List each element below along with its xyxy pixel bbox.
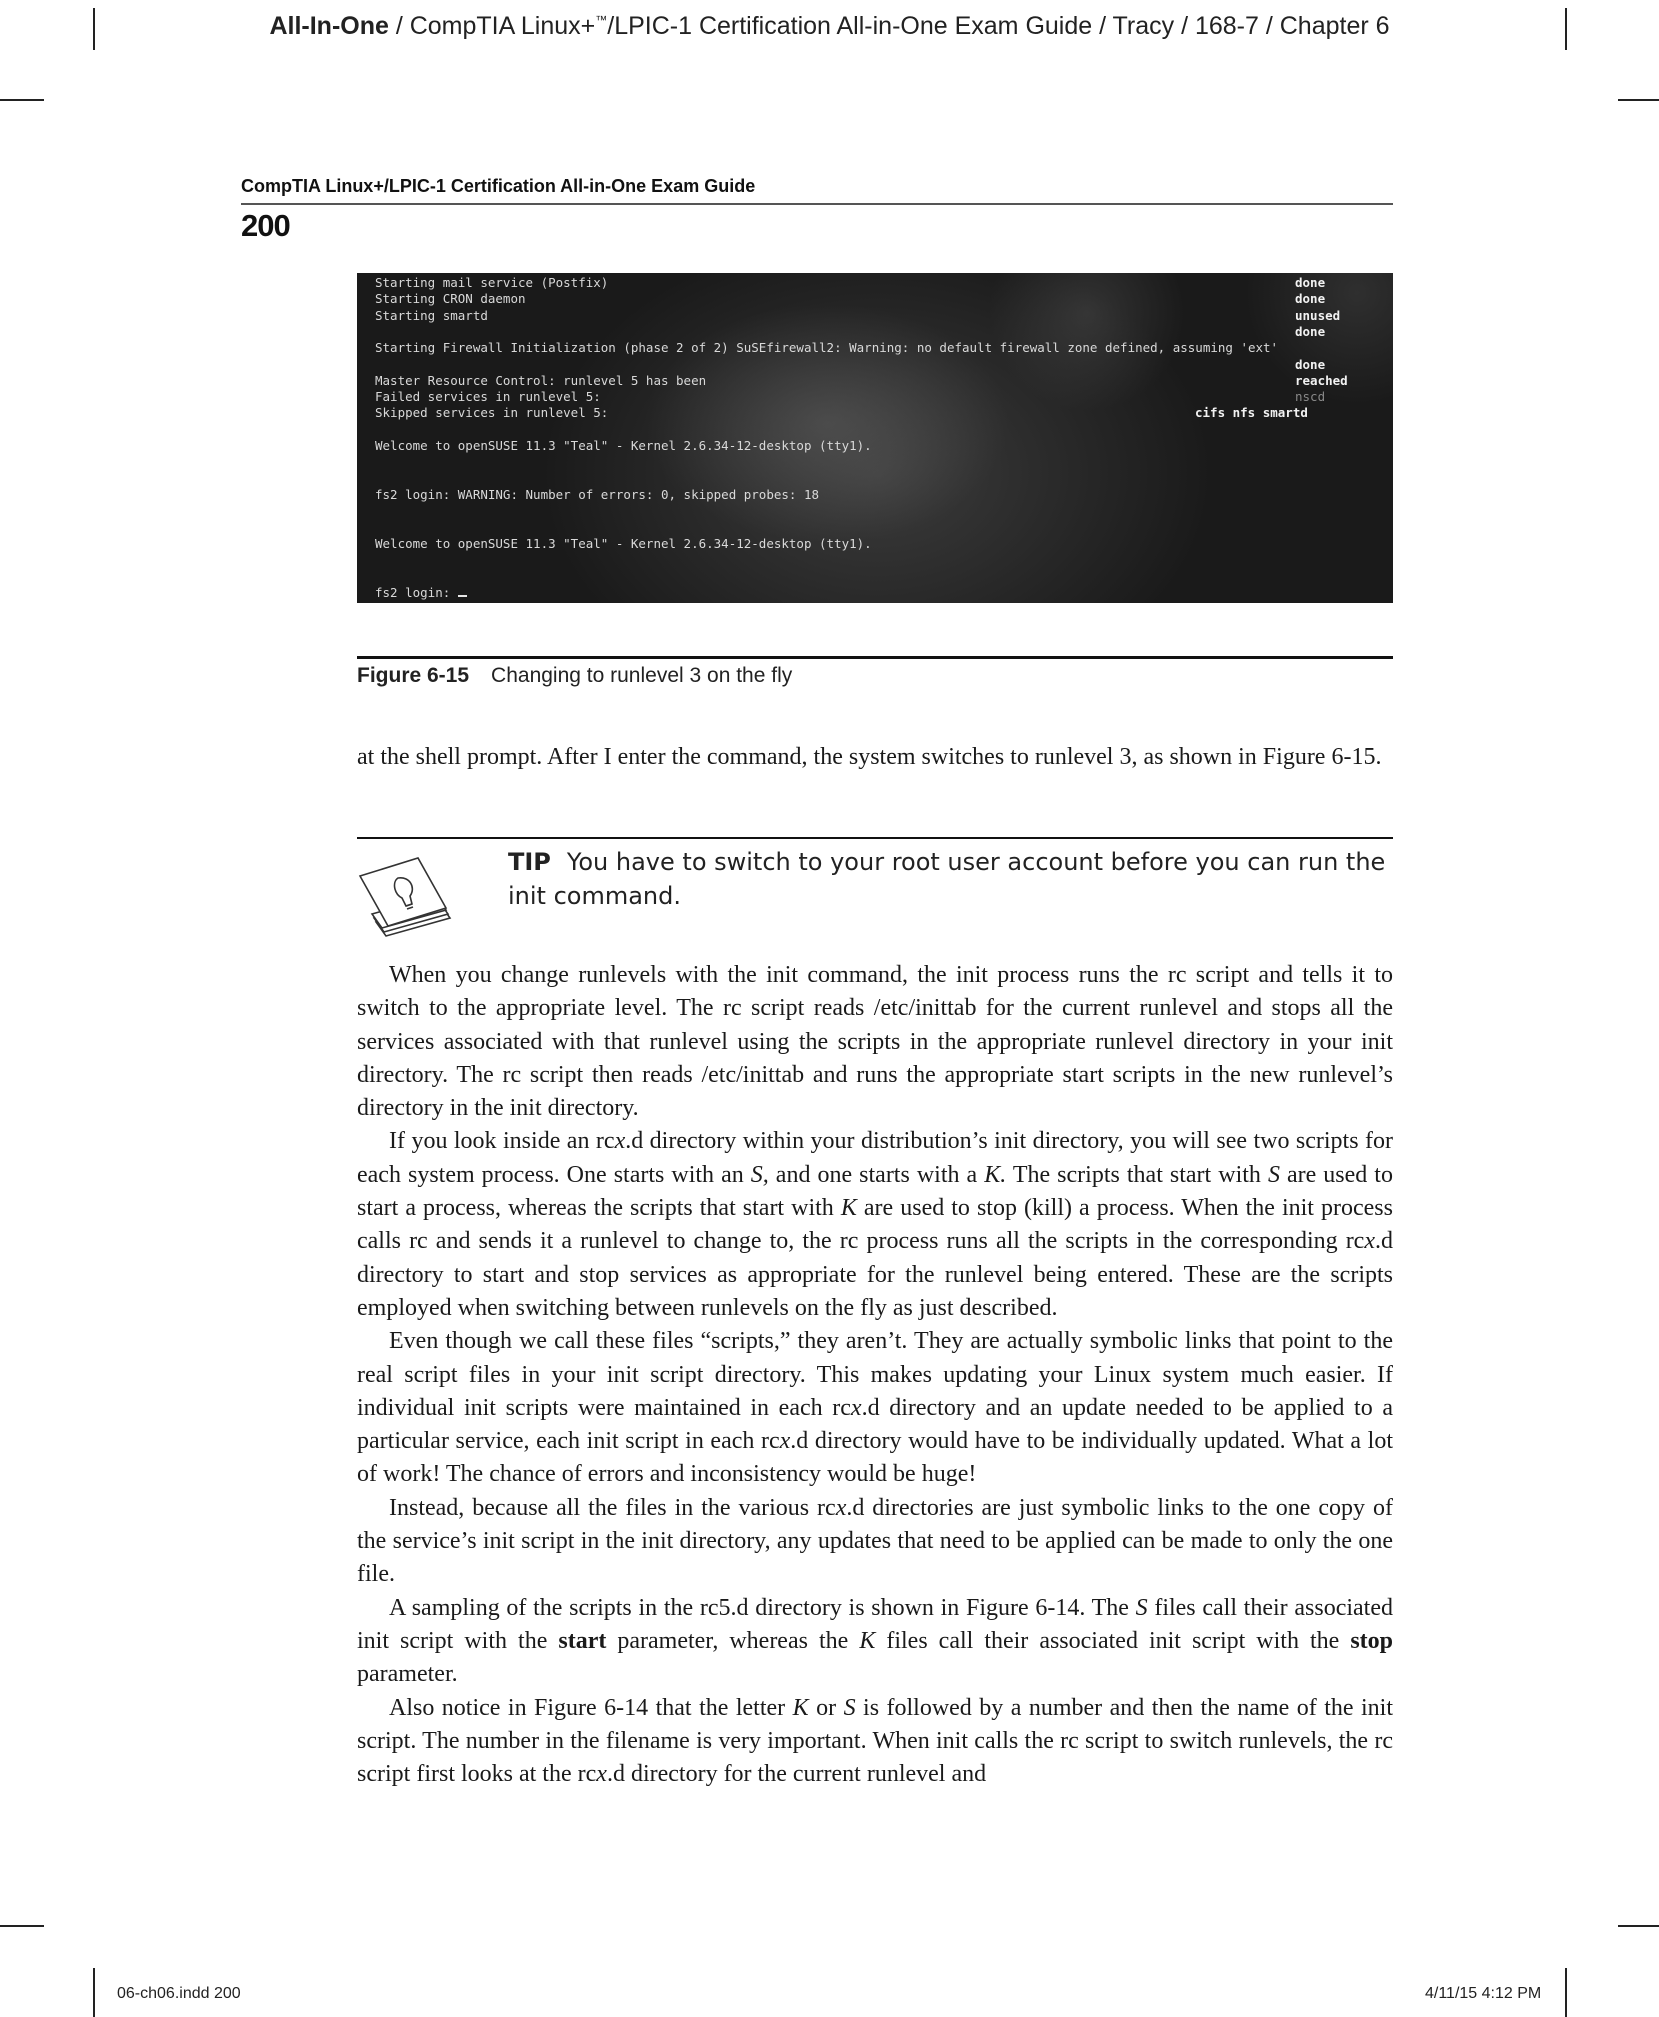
- trademark: ™: [595, 13, 608, 27]
- header-rule: [241, 203, 1393, 205]
- tip-label: TIP: [508, 848, 551, 876]
- terminal-line: Starting smartd: [375, 307, 488, 323]
- figure-caption: [357, 664, 792, 688]
- paragraph-2: If you look inside an rcx.d directory within your distribution’s init directory, you will see two scripts for each system process. One starts with an S, and one starts with a K. The scripts that start with S are used to start a process, whereas the scripts that start with K are used to stop (kill) a process. When the init process calls rc and sends it a runlevel to change to, the rc process runs all the scripts in the corresponding rcx.d directory to start and stop services as appropriate for the runlevel being entered. These are the scripts employed when switching between runlevels on the fly as just described.: [357, 1128, 1394, 1321]
- terminal-screenshot: [357, 273, 1393, 603]
- terminal-status: cifs nfs smartd: [1195, 405, 1308, 421]
- figure-rule: [357, 656, 1393, 659]
- terminal-line: Starting Firewall Initialization (phase 2 of 2) SuSEfirewall2: Warning: no default firewall zone defined, assuming 'ext': [375, 340, 1279, 356]
- body-paragraphs: [357, 959, 1393, 1791]
- paragraph-3: Even though we call these files “scripts,” they aren’t. They are actually symbolic links that point to the real script files in your init script directory. This makes updating your Linux system much easier. If individual init scripts were maintained in each rcx.d directory and an update needed to be applied to a particular service, each init script in each rcx.d directory would have to be individually updated. What a lot of work! The chance of errors and inconsistency would be huge!: [357, 1328, 1394, 1488]
- intro-paragraph: at the shell prompt. After I enter the command, the system switches to runlevel 3, as shown in Figure 6-15.: [357, 744, 1382, 770]
- terminal-cursor: [458, 595, 467, 597]
- figure-caption-text: Changing to runlevel 3 on the fly: [491, 664, 793, 687]
- bottom-slug-date: 4/11/15 4:12 PM: [1425, 1985, 1542, 2002]
- terminal-status: unused: [1295, 307, 1341, 323]
- lightbulb-note-icon: [354, 848, 456, 942]
- tip-rule: [357, 837, 1393, 839]
- terminal-line: fs2 login:: [375, 585, 467, 601]
- terminal-line: Starting mail service (Postfix): [375, 275, 609, 290]
- paragraph-4: Instead, because all the files in the various rcx.d directories are just symbolic links to the one copy of the service’s init script in the init directory, any updates that need to be applied can be made to only the one file.: [357, 1494, 1393, 1588]
- slug-title-rest: /LPIC-1 Certification All-in-One Exam Guide / Tracy / 168-7 / Chapter 6: [607, 12, 1390, 40]
- terminal-line: Welcome to openSUSE 11.3 "Teal" - Kernel 2.6.34-12-desktop (tty1).: [375, 535, 872, 551]
- terminal-status: done: [1295, 323, 1326, 339]
- slug-series: All-In-One: [269, 12, 389, 40]
- terminal-line: Master Resource Control: runlevel 5 has been: [375, 372, 707, 388]
- terminal-line: Welcome to openSUSE 11.3 "Teal" - Kernel 2.6.34-12-desktop (tty1).: [375, 438, 872, 453]
- figure-label: Figure 6-15: [357, 664, 470, 687]
- terminal-status: nscd: [1295, 389, 1326, 405]
- terminal-line: Starting CRON daemon: [375, 291, 526, 307]
- tip-box: [508, 845, 1388, 913]
- terminal-line: Failed services in runlevel 5:: [375, 389, 601, 405]
- intro-paragraph-block: [357, 741, 1393, 774]
- tip-text: You have to switch to your root user account before you can run the init command.: [508, 848, 1386, 910]
- slug-title-start: / CompTIA Linux+: [388, 12, 596, 40]
- top-slug: [0, 12, 1659, 41]
- terminal-status: done: [1295, 275, 1326, 290]
- crop-mark: [93, 1968, 95, 2017]
- running-head: CompTIA Linux+/LPIC-1 Certification All-in-One Exam Guide: [241, 176, 756, 196]
- page-number: 200: [241, 208, 290, 243]
- paragraph-1: When you change runlevels with the init command, the init process runs the rc script and tells it to switch to the appropriate level. The rc script reads /etc/inittab for the current runlevel and stops all the services associated with that runlevel using the scripts in the appropriate runlevel directory in your init directory. The rc script then reads /etc/inittab and runs the appropriate start scripts in the new runlevel’s directory in the init directory.: [357, 962, 1393, 1122]
- crop-mark: [0, 99, 44, 101]
- terminal-status: done: [1295, 356, 1326, 372]
- terminal-line: Skipped services in runlevel 5:: [375, 405, 609, 421]
- bottom-slug-file: 06-ch06.indd 200: [117, 1985, 241, 2002]
- crop-mark: [0, 1925, 44, 1927]
- terminal-status: reached: [1295, 372, 1348, 388]
- crop-mark: [1565, 1968, 1567, 2017]
- paragraph-6: Also notice in Figure 6-14 that the letter K or S is followed by a number and then the name of the init script. The number in the filename is very important. When init calls the rc script to switch runlevels, the rc script first looks at the rcx.d directory for the current runlevel and: [357, 1694, 1393, 1788]
- terminal-line: fs2 login: WARNING: Number of errors: 0, skipped probes: 18: [375, 486, 820, 502]
- paragraph-5: A sampling of the scripts in the rc5.d directory is shown in Figure 6-14. The S files call their associated init script with the start parameter, whereas the K files call their associated init script with the stop parameter.: [357, 1594, 1393, 1688]
- terminal-status: done: [1295, 291, 1326, 307]
- crop-mark: [1618, 99, 1659, 101]
- crop-mark: [1618, 1925, 1659, 1927]
